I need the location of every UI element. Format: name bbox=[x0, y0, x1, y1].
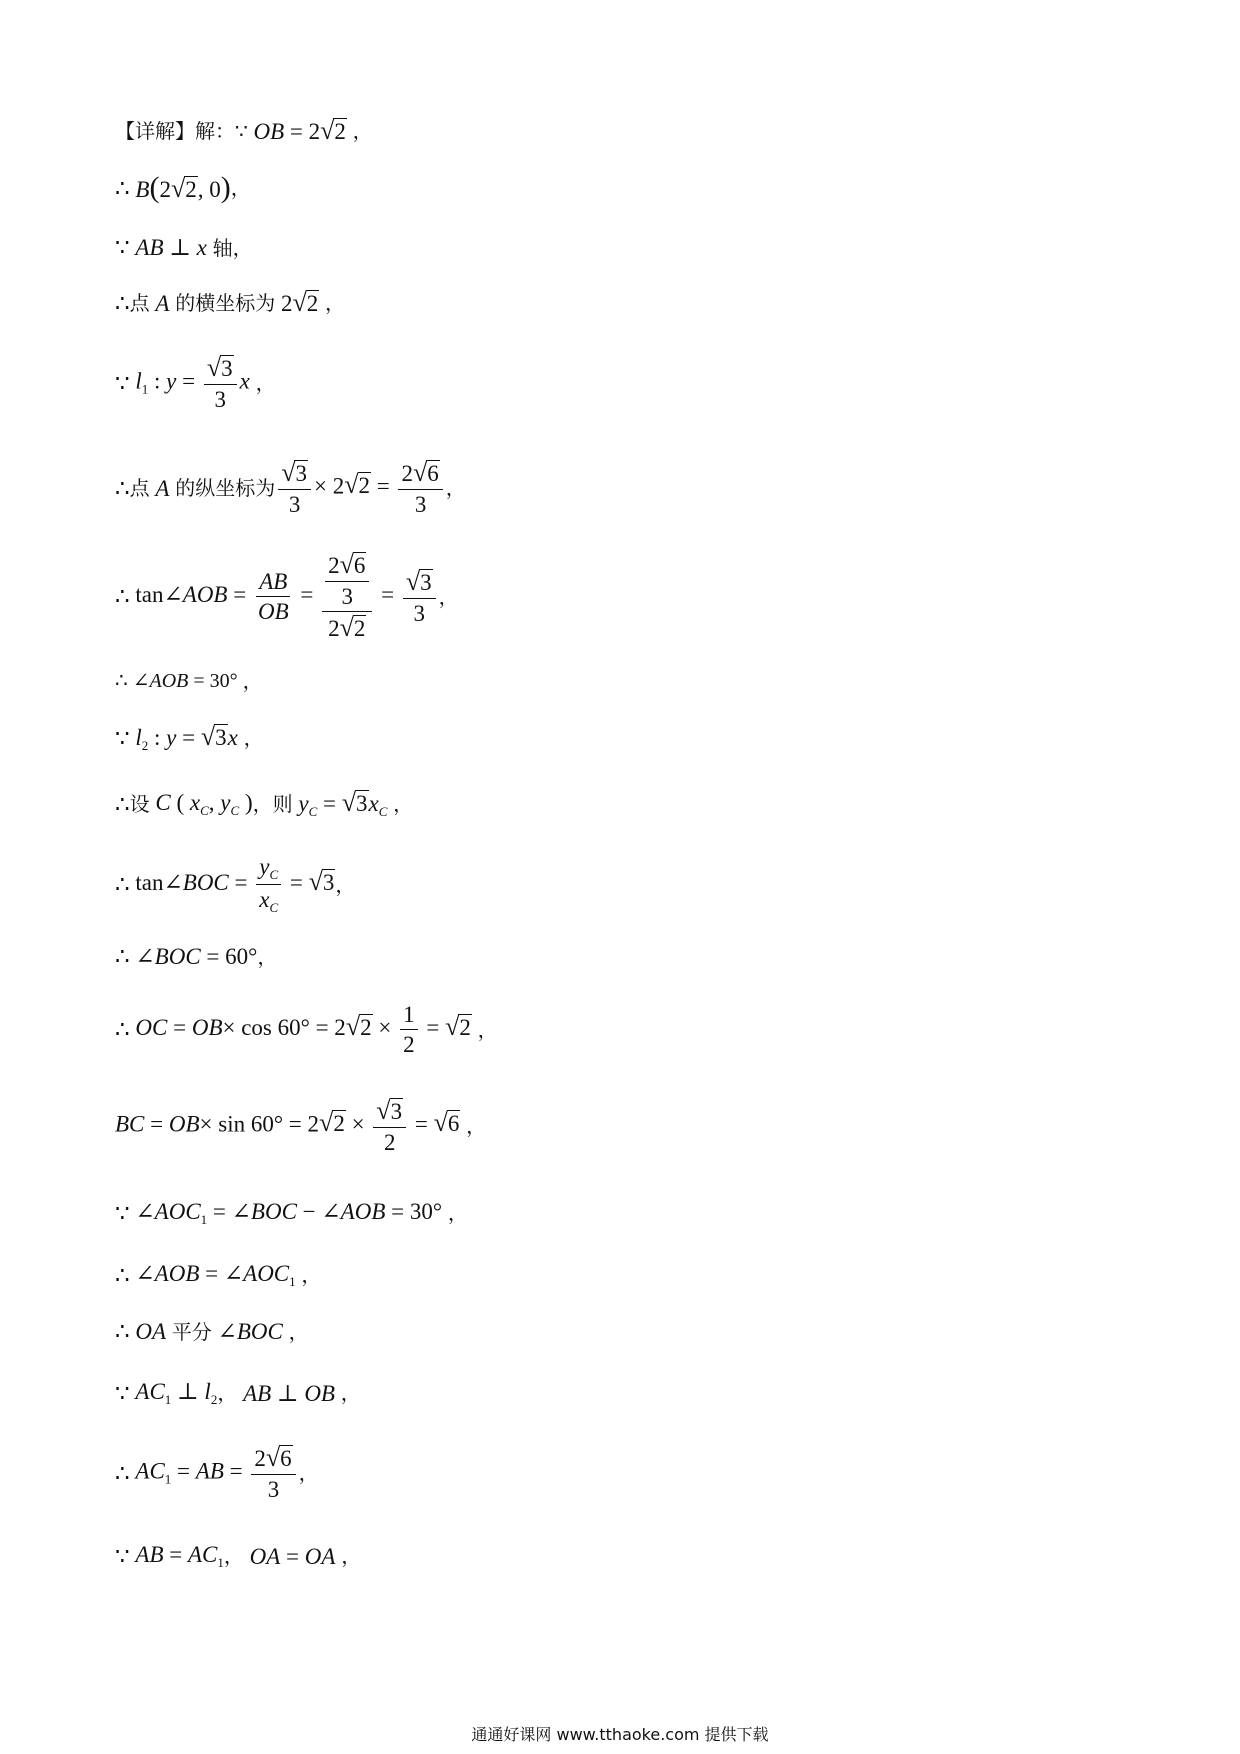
page-footer: 通通好课网 www.tthaoke.com 提供下载 bbox=[471, 1725, 769, 1744]
solution-line-18: ∵ $AC_1$ ⊥ $l_2$ ， AB ⊥ OB ， bbox=[115, 1379, 361, 1407]
solution-line-9: ∵ $l_2$ : y = √ 3 x ， bbox=[115, 722, 264, 753]
solution-line-10: ∴ 设 C ( $x_C$, $y_C$ ) ，则 $y_C$ = √ 3 $x_C$ ， bbox=[115, 788, 414, 819]
solution-line-7: ∴ tan∠AOB = $\frac{AB}{OB}$ = 2 √ 6 3 2 √ 2 = √ 3 3 ， bbox=[115, 550, 459, 642]
solution-line-12: ∴ ∠BOC = 60° ， bbox=[115, 944, 278, 969]
solution-line-5: ∵ $l_1$ : y = √ 3 3 x ， bbox=[115, 353, 276, 412]
solution-line-8: ∴ ∠AOB = 30° ， bbox=[115, 669, 263, 693]
solution-line-20: ∵ AB = $AC_1$ ， OA = OA ， bbox=[115, 1542, 362, 1570]
solution-line-4: ∴ 点 A 的横坐标为 2 √ 2 ， bbox=[115, 288, 345, 317]
solution-line-15: ∵ $\angle AOC_1$ = ∠BOC − ∠AOB = 30° ， bbox=[115, 1199, 468, 1227]
solution-line-3: ∵ AB ⊥ x 轴， bbox=[115, 235, 253, 260]
solution-line-17: ∴ OA 平分 ∠BOC ， bbox=[115, 1319, 309, 1344]
solution-line-13: ∴ OC = OB× cos 60° = 2 √ 2 × $\frac{1}{2}$ = √ 2 ， bbox=[115, 1002, 498, 1057]
solution-line-1: 【详解】解：∵ OB = 2 √ 2 ， bbox=[115, 116, 373, 145]
solution-line-2: ∴ B(2 √ 2 , 0) ， bbox=[115, 171, 251, 204]
solution-line-11: ∴ tan∠BOC = $\frac{y_C}{x_C}$ = √ 3 ， bbox=[115, 854, 356, 915]
solution-line-6: ∴ 点 A 的纵坐标为 √ 3 3 × 2 √ 2 = 2 √ 6 3 ， bbox=[115, 458, 466, 517]
solution-line-14: BC = OB× sin 60° = 2 √ 2 × √ 3 2 = √ 6 ， bbox=[115, 1096, 487, 1155]
solution-line-19: ∴ $AC_1$ = AB = 2 √ 6 3 ， bbox=[115, 1443, 319, 1502]
solution-line-16: ∴ ∠AOB = $\angle AOC_1$ ， bbox=[115, 1261, 322, 1289]
